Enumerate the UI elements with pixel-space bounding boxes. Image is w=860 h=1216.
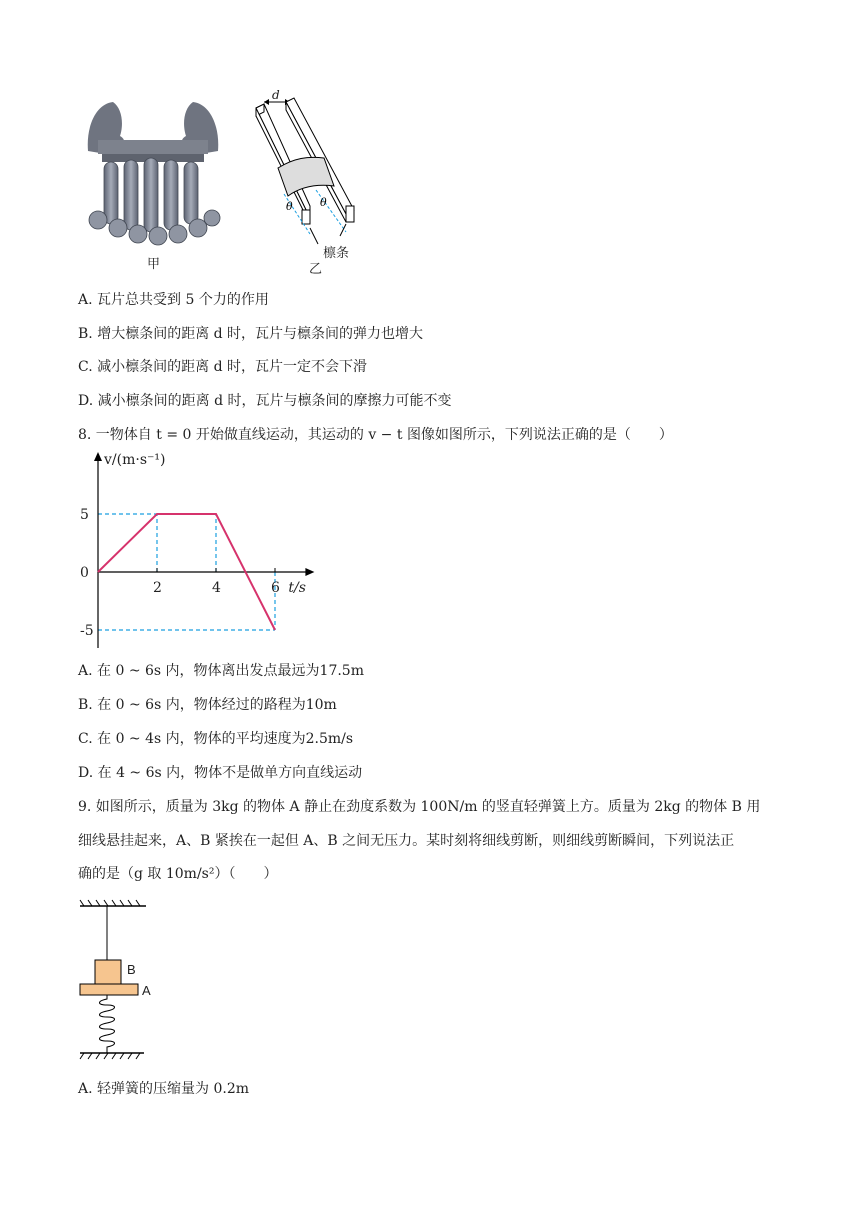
purlin-diagram	[246, 86, 370, 276]
spring-block-diagram	[76, 896, 176, 1062]
y-tick-label-0: 5	[80, 507, 89, 523]
q9-stem-line-2: 细线悬挂起来，A、B 紧挨在一起但 A、B 之间无压力。某时刻将细线剪断，则细线剪断瞬间，下列说法正	[78, 833, 735, 849]
block-b-label: B	[127, 962, 136, 977]
figure-jia-caption: 甲	[147, 257, 161, 272]
x-tick-label-2: 2	[153, 580, 162, 596]
q8-option-b: B. 在 0 ~ 6s 内，物体经过的路程为10m	[78, 697, 337, 713]
q8-option-c: C. 在 0 ~ 4s 内，物体的平均速度为2.5m/s	[78, 731, 354, 747]
theta-label-right: θ	[320, 196, 327, 209]
purlin-label: 檩条	[323, 246, 350, 261]
block-a-label: A	[142, 983, 151, 998]
roof-tile-photo	[78, 96, 228, 246]
y-tick-label-2: -5	[80, 623, 94, 639]
x-axis-label: t/s	[288, 580, 306, 596]
q7-option-b: B. 增大檩条间的距离 d 时，瓦片与檩条间的弹力也增大	[78, 326, 424, 342]
q7-option-d: D. 减小檩条间的距离 d 时，瓦片与檩条间的摩擦力可能不变	[78, 393, 452, 409]
vt-chart	[80, 450, 360, 650]
q9-stem-line-1: 9. 如图所示，质量为 3kg 的物体 A 静止在劲度系数为 100N/m 的竖直轻弹簧上方。质量为 2kg 的物体 B 用	[78, 799, 761, 815]
x-tick-label-4: 4	[212, 580, 221, 596]
y-axis-label: v/(m·s⁻¹)	[104, 452, 166, 468]
y-axis-arrow	[94, 452, 102, 461]
x-tick-label-6: 6	[271, 580, 280, 596]
y-tick-label-1: 0	[80, 565, 89, 581]
q8-option-d: D. 在 4 ~ 6s 内，物体不是做单方向直线运动	[78, 765, 363, 781]
q7-option-a: A. 瓦片总共受到 5 个力的作用	[78, 292, 269, 308]
q9-option-a: A. 轻弹簧的压缩量为 0.2m	[78, 1081, 250, 1097]
q7-option-c: C. 减小檩条间的距离 d 时，瓦片一定不会下滑	[78, 359, 367, 375]
theta-label-left: θ	[286, 200, 293, 213]
q9-stem-line-3: 确的是（g 取 10m/s²）（ ）	[78, 866, 278, 882]
q8-option-a: A. 在 0 ~ 6s 内，物体离出发点最远为17.5m	[78, 663, 364, 679]
q8-stem: 8. 一物体自 t = 0 开始做直线运动，其运动的 v − t 图像如图所示，下列说法正确的是（ ）	[78, 427, 673, 443]
x-axis-arrow	[305, 568, 314, 576]
figure-yi-caption: 乙	[309, 262, 323, 277]
dimension-d-label: d	[272, 88, 280, 102]
